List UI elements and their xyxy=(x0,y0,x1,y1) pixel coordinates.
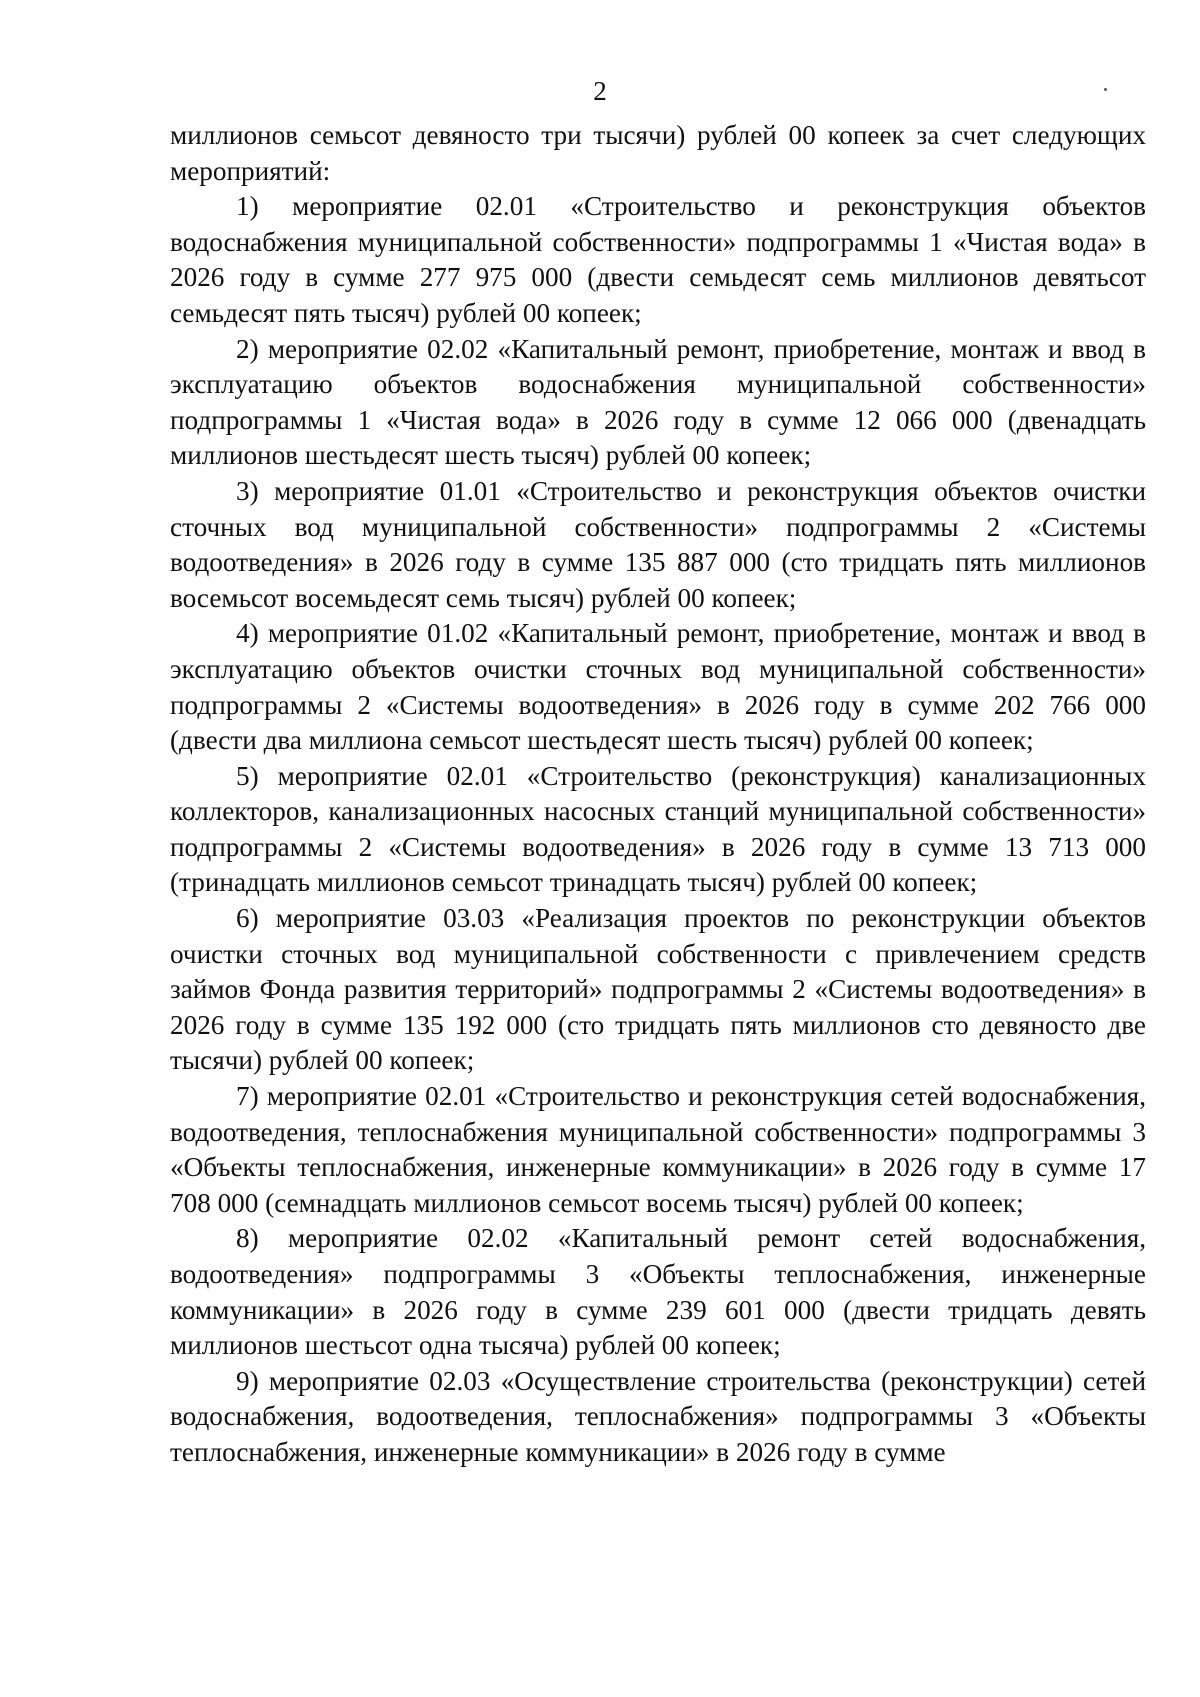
page-number: 2 xyxy=(593,76,607,106)
paragraph-item-9: 9) мероприятие 02.03 «Осуществление строительства (реконструкции) сетей водоснабжения, водоотведения, теплоснабжения» подпрограммы 3 «Объекты теплоснабжения, инженерные коммуникации» в 2026 году в сумме xyxy=(170,1365,1146,1467)
paragraph-item-4: 4) мероприятие 01.02 «Капитальный ремонт, приобретение, монтаж и ввод в эксплуатацию объектов очистки сточных вод муниципальной собственности» подпрограммы 2 «Системы водоотведения» в 2026 году в сумме 202 766 000 (двести два миллиона семьсот шестьдесят шесть тысяч) рублей 00 копеек; xyxy=(170,618,1146,756)
paragraph-item-3: 3) мероприятие 01.01 «Строительство и реконструкция объектов очистки сточных вод муниципальной собственности» подпрограммы 2 «Системы водоотведения» в 2026 году в сумме 135 887 000 (сто тридцать пять миллионов восемьсот восемьдесят семь тысяч) рублей 00 копеек; xyxy=(170,475,1146,613)
paragraph-continuation: миллионов семьсот девяносто три тысячи) рублей 00 копеек за счет следующих мероприятий: xyxy=(170,120,1146,186)
paragraph-item-1: 1) мероприятие 02.01 «Строительство и реконструкция объектов водоснабжения муниципальной собственности» подпрограммы 1 «Чистая вода» в 2026 году в сумме 277 975 000 (двести семьдесят семь миллионов девятьсот семьдесят пять тысяч) рублей 00 копеек; xyxy=(170,191,1146,328)
paragraph-item-2: 2) мероприятие 02.02 «Капитальный ремонт, приобретение, монтаж и ввод в эксплуатацию объектов водоснабжения муниципальной собственности» подпрограммы 1 «Чистая вода» в 2026 году в сумме 12 066 000 (двенадцать миллионов шестьдесят шесть тысяч) рублей 00 копеек; xyxy=(170,333,1146,471)
paragraph-item-6: 6) мероприятие 03.03 «Реализация проектов по реконструкции объектов очистки сточных вод муниципальной собственности с привлечением средств займов Фонда развития территорий» подпрограммы 2 «Системы водоотведения» в 2026 году в сумме 135 192 000 (сто тридцать пять миллионов сто девяносто две тысячи) рублей 00 копеек; xyxy=(170,903,1146,1076)
scan-artifact-dot xyxy=(1104,88,1107,91)
paragraph-item-5: 5) мероприятие 02.01 «Строительство (реконструкция) канализационных коллекторов, канализационных насосных станций муниципальной собственности» подпрограммы 2 «Системы водоотведения» в 2026 году в сумме 13 713 000 (тринадцать миллионов семьсот тринадцать тысяч) рублей 00 копеек; xyxy=(170,760,1146,898)
paragraph-item-8: 8) мероприятие 02.02 «Капитальный ремонт сетей водоснабжения, водоотведения» подпрограммы 3 «Объекты теплоснабжения, инженерные коммуникации» в 2026 году в сумме 239 601 000 (двести тридцать девять миллионов шестьсот одна тысяча) рублей 00 копеек; xyxy=(170,1223,1146,1361)
paragraph-item-7: 7) мероприятие 02.01 «Строительство и реконструкция сетей водоснабжения, водоотведения, теплоснабжения муниципальной собственности» подпрограммы 3 «Объекты теплоснабжения, инженерные коммуникации» в 2026 году в сумме 17 708 000 (семнадцать миллионов семьсот восемь тысяч) рублей 00 копеек; xyxy=(170,1081,1146,1218)
document-body xyxy=(170,118,1146,1471)
